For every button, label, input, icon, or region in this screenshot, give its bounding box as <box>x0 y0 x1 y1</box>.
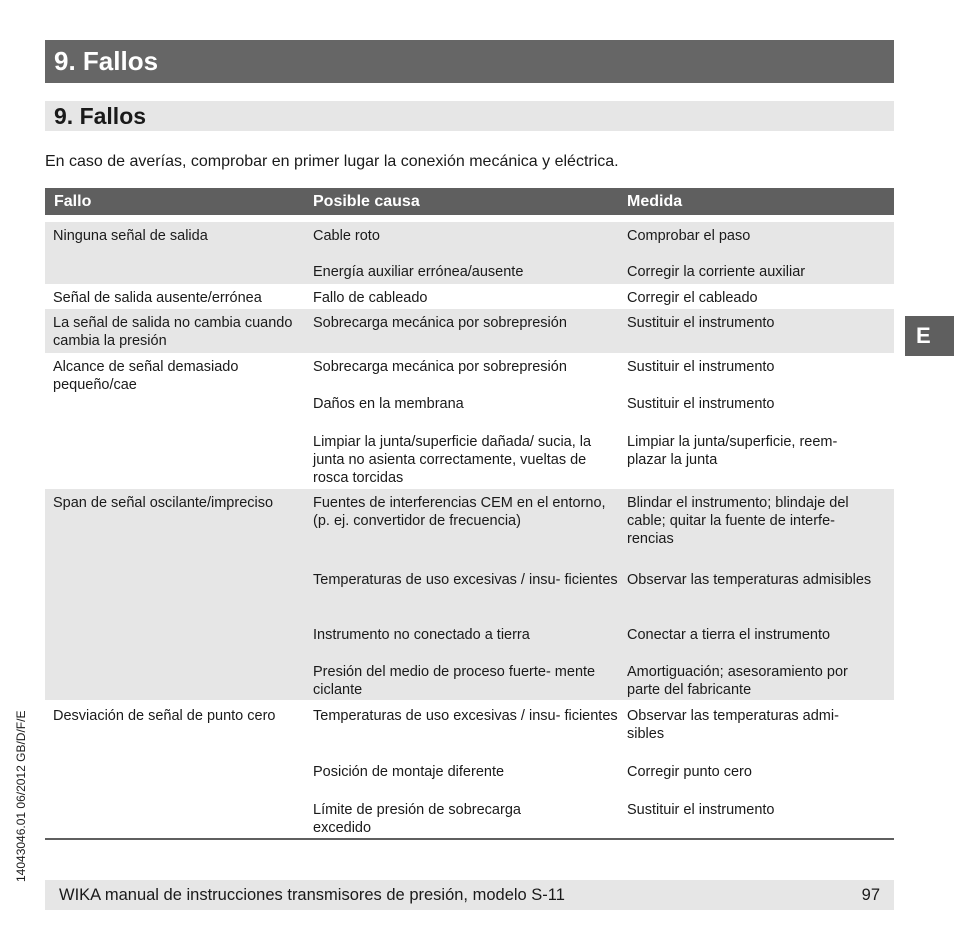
table-bottom-rule <box>45 838 894 840</box>
cause-cell: Fuentes de interferencias CEM en el entorno, (p. ej. convertidor de frecuencia) <box>313 495 606 529</box>
page-number: 97 <box>861 886 880 904</box>
cause-cell: Sobrecarga mecánica por sobrepresión <box>313 315 567 331</box>
cause-cell: Posición de montaje diferente <box>313 764 505 780</box>
measure-cell: Corregir el cableado <box>627 290 758 306</box>
measure-cell: Conectar a tierra el instrumento <box>627 627 831 643</box>
fault-cell: Span de señal oscilante/impreciso <box>53 495 274 511</box>
column-header-cause: Posible causa <box>313 193 420 210</box>
measure-cell: Sustituir el instrumento <box>627 396 775 412</box>
fault-cell: La señal de salida no cambia cuando cambia la presión <box>53 315 293 349</box>
fault-cell: Señal de salida ausente/errónea <box>53 290 262 306</box>
measure-cell: Sustituir el instrumento <box>627 359 775 375</box>
cause-cell: Temperaturas de uso excesivas / insu- ficientes <box>313 572 618 588</box>
cause-cell: Fallo de cableado <box>313 290 428 306</box>
measure-cell: Sustituir el instrumento <box>627 802 775 818</box>
page-footer <box>45 880 894 910</box>
language-tab: E <box>905 316 954 356</box>
column-header-measure: Medida <box>627 193 683 210</box>
fault-cell: Alcance de señal demasiado pequeño/cae <box>53 359 239 393</box>
cause-cell: Sobrecarga mecánica por sobrepresión <box>313 359 567 375</box>
measure-cell: Observar las temperaturas admisibles <box>627 572 872 588</box>
measure-cell: Blindar el instrumento; blindaje del cable; quitar la fuente de interfe- rencias <box>627 495 849 547</box>
cause-cell: Cable roto <box>313 228 380 244</box>
cause-cell: Presión del medio de proceso fuerte- mente ciclante <box>313 664 596 698</box>
footer-text: WIKA manual de instrucciones transmisores de presión, modelo S-11 <box>59 886 565 904</box>
measure-cell: Corregir punto cero <box>627 764 752 780</box>
measure-cell: Amortiguación; asesoramiento por parte del fabricante <box>627 664 848 698</box>
measure-cell: Corregir la corriente auxiliar <box>627 264 806 280</box>
column-header-fault: Fallo <box>54 193 92 210</box>
cause-cell: Limpiar la junta/superficie dañada/ sucia, la junta no asienta correctamente, vueltas de rosca torcidas <box>313 434 592 486</box>
measure-cell: Limpiar la junta/superficie, reem- plazar la junta <box>627 434 838 468</box>
measure-cell: Observar las temperaturas admi- sibles <box>627 708 839 742</box>
measure-cell: Sustituir el instrumento <box>627 315 775 331</box>
table-header <box>45 188 894 215</box>
section-title: 9. Fallos <box>45 101 894 131</box>
cause-cell: Energía auxiliar errónea/ausente <box>313 264 524 280</box>
fault-cell: Ninguna señal de salida <box>53 228 208 244</box>
cause-cell: Instrumento no conectado a tierra <box>313 627 530 643</box>
cause-cell: Temperaturas de uso excesivas / insu- ficientes <box>313 708 618 724</box>
document-code: 14043046.01 06/2012 GB/D/F/E <box>14 710 28 882</box>
fault-cell: Desviación de señal de punto cero <box>53 708 276 724</box>
measure-cell: Comprobar el paso <box>627 228 751 244</box>
cause-cell: Límite de presión de sobrecarga excedido <box>313 802 521 836</box>
cause-cell: Daños en la membrana <box>313 396 464 412</box>
page-title: 9. Fallos <box>45 40 894 83</box>
intro-text: En caso de averías, comprobar en primer lugar la conexión mecánica y eléctrica. <box>45 153 619 170</box>
